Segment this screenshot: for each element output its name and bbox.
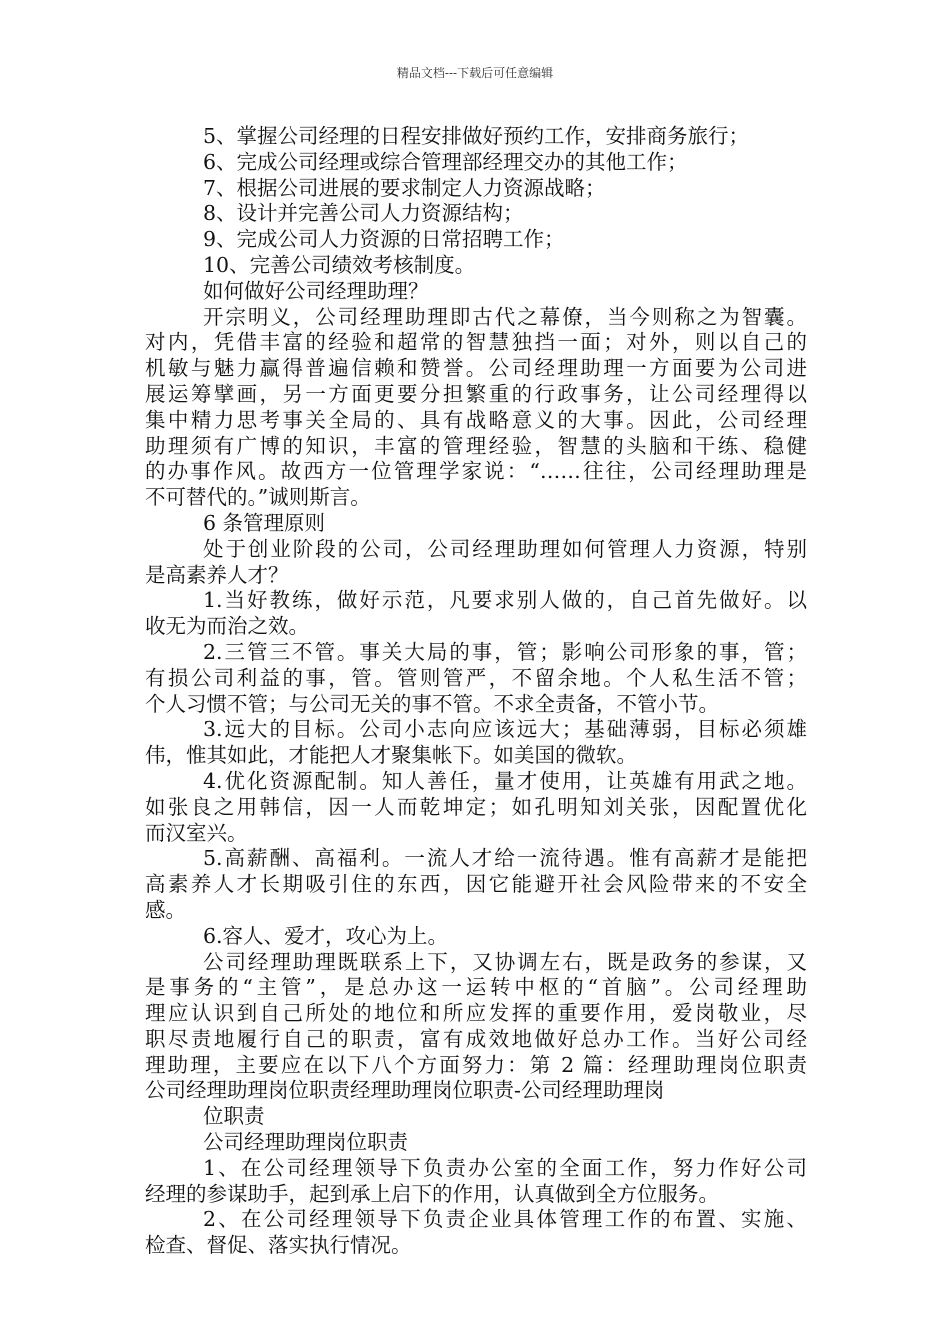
list-item-line: 伟，惟其如此，才能把人才聚集帐下。如美国的微软。 bbox=[145, 743, 637, 768]
page-header: 精品文档---下载后可任意编辑 bbox=[396, 66, 554, 80]
text-line: 7、根据公司进展的要求制定人力资源战略； bbox=[203, 175, 606, 200]
paragraph-line: 公司经理助理岗位职责经理助理岗位职责-公司经理助理岗 bbox=[145, 1078, 665, 1103]
paragraph-line: 机敏与魅力赢得普遍信赖和赞誉。公司经理助理一方面要为公司进 bbox=[145, 356, 807, 381]
paragraph-line: 助理须有广博的知识，丰富的管理经验，智慧的头脑和干练、稳健 bbox=[145, 433, 807, 458]
list-item-line: 1、在公司经理领导下负责办公室的全面工作，努力作好公司 bbox=[203, 1155, 807, 1180]
paragraph-line: 职尽责地履行自己的职责，富有成效地做好总办工作。当好公司经 bbox=[145, 1026, 807, 1051]
list-item-line: 6.容人、爱才，攻心为上。 bbox=[203, 923, 449, 948]
text-line: 9、完成公司人力资源的日常招聘工作； bbox=[203, 227, 565, 252]
section-heading: 6 条管理原则 bbox=[203, 510, 326, 535]
section-heading: 如何做好公司经理助理？ bbox=[203, 278, 429, 303]
paragraph-line: 是事务的“主管”，是总办这一运转中枢的“首脑”。公司经理助 bbox=[145, 975, 807, 1000]
list-item-line: 4.优化资源配制。知人善任，量才使用，让英雄有用武之地。 bbox=[203, 768, 807, 793]
text-line: 8、设计并完善公司人力资源结构； bbox=[203, 201, 524, 226]
paragraph-line: 理助理，主要应在以下八个方面努力：第 2 篇：经理助理岗位职责 bbox=[145, 1052, 807, 1077]
list-item-line: 而汉室兴。 bbox=[145, 820, 248, 845]
paragraph-line: 处于创业阶段的公司，公司经理助理如何管理人力资源，特别 bbox=[203, 536, 807, 561]
list-item-line: 高素养人才长期吸引住的东西，因它能避开社会风险带来的不安全 bbox=[145, 872, 807, 897]
list-item-line: 检查、督促、落实执行情况。 bbox=[145, 1233, 412, 1258]
section-heading: 公司经理助理岗位职责 bbox=[203, 1130, 408, 1155]
list-item-line: 5.高薪酬、高福利。一流人才给一流待遇。惟有高薪才是能把 bbox=[203, 846, 807, 871]
text-line: 5、掌握公司经理的日程安排做好预约工作，安排商务旅行； bbox=[203, 124, 750, 148]
list-item-line: 1.当好教练，做好示范，凡要求别人做的，自己首先做好。以 bbox=[203, 588, 807, 613]
paragraph-line: 对内，凭借丰富的经验和超常的智慧独挡一面；对外，则以自己的 bbox=[145, 330, 807, 355]
paragraph-line: 理应认识到自己所处的地位和所应发挥的重要作用，爱岗敬业，尽 bbox=[145, 1001, 807, 1026]
list-item-line: 感。 bbox=[145, 897, 186, 922]
paragraph-line: 展运筹擘画，另一方面更要分担繁重的行政事务，让公司经理得以 bbox=[145, 381, 807, 406]
paragraph-line: 公司经理助理既联系上下，又协调左右，既是政务的参谋，又 bbox=[203, 949, 807, 974]
paragraph-line: 集中精力思考事关全局的、具有战略意义的大事。因此，公司经理 bbox=[145, 407, 807, 432]
list-item-line: 有损公司利益的事，管。管则管严，不留余地。个人私生活不管； bbox=[145, 665, 807, 690]
list-item-line: 收无为而治之效。 bbox=[145, 614, 309, 639]
text-line: 6、完成公司经理或综合管理部经理交办的其他工作； bbox=[203, 149, 688, 174]
list-item-line: 如张良之用韩信，因一人而乾坤定；如孔明知刘关张，因配置优化 bbox=[145, 794, 807, 819]
paragraph-line: 位职责 bbox=[203, 1104, 265, 1129]
list-item-line: 2.三管三不管。事关大局的事，管；影响公司形象的事，管； bbox=[203, 639, 807, 664]
paragraph-line: 的办事作风。故西方一位管理学家说：“……往往，公司经理助理是 bbox=[145, 459, 807, 484]
list-item-line: 3.远大的目标。公司小志向应该远大；基础薄弱，目标必须雄 bbox=[203, 717, 807, 742]
paragraph-line: 不可替代的。”诚则斯言。 bbox=[145, 485, 371, 510]
text-line: 10、完善公司绩效考核制度。 bbox=[203, 252, 476, 277]
list-item-line: 经理的参谋助手，起到承上启下的作用，认真做到全方位服务。 bbox=[145, 1181, 719, 1206]
paragraph-line: 开宗明义，公司经理助理即古代之幕僚，当今则称之为智囊。 bbox=[203, 304, 807, 329]
list-item-line: 2、在公司经理领导下负责企业具体管理工作的布置、实施、 bbox=[203, 1207, 807, 1232]
list-item-line: 个人习惯不管；与公司无关的事不管。不求全责备，不管小节。 bbox=[145, 691, 719, 716]
paragraph-line: 是高素养人才？ bbox=[145, 562, 289, 587]
document-body bbox=[145, 124, 807, 1259]
